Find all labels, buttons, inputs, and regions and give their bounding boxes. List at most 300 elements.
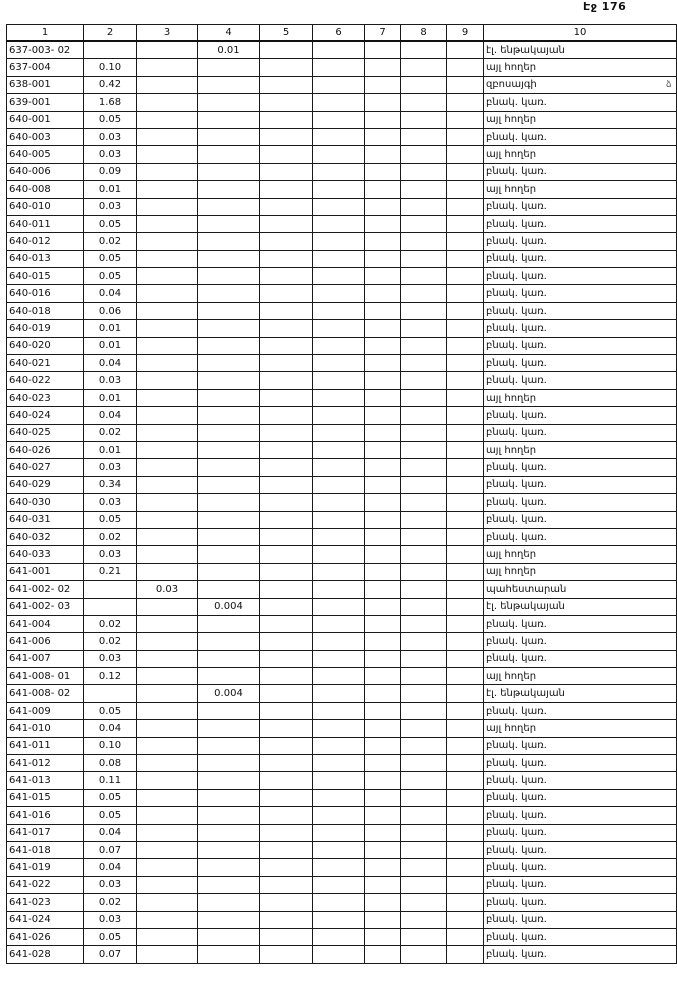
parcel-code-cell: 640-022 [7,372,84,389]
land-use-cell: բնակ. կառ. [484,372,677,389]
land-use-cell: բնակ. կառ. [484,841,677,858]
land-use-cell: բնակ. կառ. [484,615,677,632]
column-header-9: 9 [447,25,484,42]
land-use-cell: բնակ. կառ. [484,250,677,267]
col5-cell [260,633,313,650]
table-row [7,841,677,858]
col7-cell [365,476,401,493]
area-col2-cell [84,41,137,59]
col6-cell [313,59,365,76]
col5-cell [260,511,313,528]
land-use-cell: այլ հողեր [484,720,677,737]
area-col2-cell: 0.03 [84,459,137,476]
col5-cell [260,546,313,563]
area-col2-cell: 0.04 [84,824,137,841]
col7-cell [365,146,401,163]
col9-cell [447,181,484,198]
parcel-code-cell: 640-033 [7,546,84,563]
col6-cell [313,841,365,858]
col8-cell [401,94,447,111]
col8-cell [401,76,447,93]
col7-cell [365,41,401,59]
parcel-code-cell: 641-016 [7,807,84,824]
col8-cell [401,772,447,789]
land-use-cell: բնակ. կառ. [484,702,677,719]
parcel-code-cell: 641-001 [7,563,84,580]
col5-cell [260,702,313,719]
col5-cell [260,320,313,337]
area-col4-cell [198,720,260,737]
col5-cell [260,372,313,389]
col6-cell [313,181,365,198]
col9-cell [447,320,484,337]
table-row [7,650,677,667]
area-col2-cell: 0.34 [84,476,137,493]
area-col2-cell: 0.05 [84,807,137,824]
area-col3-cell [137,181,198,198]
area-col4-cell [198,76,260,93]
parcel-code-cell: 641-004 [7,615,84,632]
area-col3-cell [137,476,198,493]
area-col4-cell [198,233,260,250]
col8-cell [401,372,447,389]
area-col4-cell [198,59,260,76]
col8-cell [401,285,447,302]
col6-cell [313,563,365,580]
column-header-6: 6 [313,25,365,42]
col5-cell [260,76,313,93]
col5-cell [260,946,313,963]
area-col3-cell [137,702,198,719]
col6-cell [313,302,365,319]
table-row [7,598,677,615]
col9-cell [447,250,484,267]
table-row [7,511,677,528]
col8-cell [401,476,447,493]
col6-cell [313,720,365,737]
area-col3-cell [137,633,198,650]
col8-cell [401,946,447,963]
column-header-3: 3 [137,25,198,42]
col7-cell [365,250,401,267]
col8-cell [401,894,447,911]
area-col4-cell [198,581,260,598]
col9-cell [447,633,484,650]
col5-cell [260,198,313,215]
area-col2-cell: 0.04 [84,859,137,876]
land-use-cell: բնակ. կառ. [484,755,677,772]
col7-cell [365,546,401,563]
parcel-code-cell: 641-002- 02 [7,581,84,598]
col5-cell [260,615,313,632]
land-use-cell: այլ հողեր [484,111,677,128]
col9-cell [447,928,484,945]
margin-mark: ձ [666,80,672,90]
col6-cell [313,355,365,372]
col6-cell [313,424,365,441]
area-col3-cell [137,824,198,841]
col6-cell [313,111,365,128]
col5-cell [260,737,313,754]
table-row [7,528,677,545]
col7-cell [365,702,401,719]
col9-cell [447,407,484,424]
col9-cell [447,789,484,806]
col5-cell [260,528,313,545]
col8-cell [401,807,447,824]
parcel-code-cell: 640-008 [7,181,84,198]
parcel-code-cell: 641-011 [7,737,84,754]
area-col4-cell [198,876,260,893]
land-use-cell: բնակ. կառ. [484,215,677,232]
col7-cell [365,894,401,911]
col5-cell [260,459,313,476]
col6-cell [313,737,365,754]
col5-cell [260,476,313,493]
col6-cell [313,337,365,354]
area-col3-cell [137,59,198,76]
parcel-code-cell: 637-004 [7,59,84,76]
area-col3-cell [137,76,198,93]
area-col2-cell: 0.03 [84,876,137,893]
col6-cell [313,459,365,476]
col9-cell [447,198,484,215]
col7-cell [365,650,401,667]
col9-cell [447,41,484,59]
area-col3-cell [137,894,198,911]
column-header-2: 2 [84,25,137,42]
area-col4-cell [198,424,260,441]
land-use-cell: բնակ. կառ. [484,355,677,372]
col9-cell [447,772,484,789]
col5-cell [260,720,313,737]
table-row [7,59,677,76]
parcel-code-cell: 641-009 [7,702,84,719]
area-col2-cell: 0.04 [84,720,137,737]
area-col4-cell [198,302,260,319]
land-use-cell: բնակ. կառ. [484,946,677,963]
area-col4-cell: 0.004 [198,598,260,615]
table-row [7,337,677,354]
table-row [7,94,677,111]
col5-cell [260,233,313,250]
parcel-code-cell: 641-023 [7,894,84,911]
col7-cell [365,407,401,424]
land-use-cell: այլ հողեր [484,668,677,685]
table-row [7,720,677,737]
col7-cell [365,320,401,337]
area-col3-cell [137,615,198,632]
col6-cell [313,128,365,145]
col7-cell [365,389,401,406]
area-col4-cell: 0.004 [198,685,260,702]
col6-cell [313,528,365,545]
area-col2-cell [84,685,137,702]
area-col4-cell [198,476,260,493]
parcel-code-cell: 641-012 [7,755,84,772]
col7-cell [365,268,401,285]
table-row [7,789,677,806]
area-col2-cell: 0.03 [84,650,137,667]
area-col3-cell [137,720,198,737]
area-col4-cell [198,181,260,198]
area-col2-cell: 0.05 [84,215,137,232]
col9-cell [447,128,484,145]
table-row [7,233,677,250]
land-use-cell: բնակ. կառ. [484,268,677,285]
parcel-code-cell: 640-005 [7,146,84,163]
land-use-cell: զբոսայգի [484,76,677,93]
land-use-cell: այլ հողեր [484,181,677,198]
area-col3-cell [137,389,198,406]
table-row [7,76,677,93]
area-col3-cell [137,215,198,232]
parcel-code-cell: 641-010 [7,720,84,737]
col9-cell [447,511,484,528]
table-row [7,476,677,493]
table-row [7,181,677,198]
col7-cell [365,841,401,858]
land-use-cell: այլ հողեր [484,59,677,76]
table-row [7,807,677,824]
col8-cell [401,250,447,267]
col7-cell [365,789,401,806]
col8-cell [401,650,447,667]
parcel-code-cell: 641-007 [7,650,84,667]
area-col2-cell: 0.03 [84,128,137,145]
col7-cell [365,302,401,319]
col6-cell [313,94,365,111]
area-col3-cell [137,668,198,685]
col9-cell [447,581,484,598]
parcel-code-cell: 638-001 [7,76,84,93]
area-col2-cell: 0.05 [84,268,137,285]
area-col4-cell [198,215,260,232]
col9-cell [447,111,484,128]
col8-cell [401,511,447,528]
col6-cell [313,546,365,563]
table-row [7,824,677,841]
col6-cell [313,494,365,511]
land-use-cell: բնակ. կառ. [484,876,677,893]
col6-cell [313,407,365,424]
col7-cell [365,598,401,615]
table-row [7,737,677,754]
col6-cell [313,268,365,285]
land-use-cell: բնակ. կառ. [484,163,677,180]
col8-cell [401,841,447,858]
col5-cell [260,894,313,911]
col6-cell [313,41,365,59]
col5-cell [260,441,313,458]
col6-cell [313,876,365,893]
col9-cell [447,946,484,963]
area-col4-cell [198,441,260,458]
area-col3-cell [137,268,198,285]
area-col3-cell: 0.03 [137,581,198,598]
area-col3-cell [137,459,198,476]
table-header [7,25,677,42]
table-row [7,581,677,598]
col6-cell [313,911,365,928]
col5-cell [260,163,313,180]
col6-cell [313,598,365,615]
col6-cell [313,163,365,180]
area-col3-cell [137,841,198,858]
area-col4-cell [198,772,260,789]
area-col2-cell: 0.03 [84,372,137,389]
table-row [7,407,677,424]
col8-cell [401,198,447,215]
col6-cell [313,581,365,598]
header-row [7,25,677,42]
col7-cell [365,633,401,650]
col8-cell [401,389,447,406]
area-col2-cell: 0.10 [84,737,137,754]
parcel-code-cell: 640-016 [7,285,84,302]
parcel-code-cell: 641-008- 01 [7,668,84,685]
col8-cell [401,111,447,128]
area-col4-cell [198,528,260,545]
col8-cell [401,355,447,372]
col6-cell [313,650,365,667]
table-row [7,285,677,302]
area-col2-cell: 0.05 [84,702,137,719]
table-row [7,389,677,406]
col9-cell [447,876,484,893]
col8-cell [401,59,447,76]
area-col2-cell: 0.01 [84,320,137,337]
col8-cell [401,615,447,632]
col7-cell [365,459,401,476]
col7-cell [365,372,401,389]
col9-cell [447,528,484,545]
parcel-code-cell: 641-028 [7,946,84,963]
col8-cell [401,528,447,545]
col5-cell [260,668,313,685]
area-col2-cell: 0.11 [84,772,137,789]
area-col3-cell [137,911,198,928]
col7-cell [365,128,401,145]
land-use-cell: պահեստարան [484,581,677,598]
col6-cell [313,285,365,302]
col9-cell [447,859,484,876]
area-col3-cell [137,233,198,250]
col6-cell [313,772,365,789]
area-col3-cell [137,859,198,876]
land-use-cell: բնակ. կառ. [484,337,677,354]
col5-cell [260,215,313,232]
col9-cell [447,441,484,458]
col7-cell [365,946,401,963]
col5-cell [260,285,313,302]
col8-cell [401,876,447,893]
col8-cell [401,720,447,737]
parcel-code-cell: 640-030 [7,494,84,511]
area-col3-cell [137,41,198,59]
land-use-cell: այլ հողեր [484,389,677,406]
area-col3-cell [137,302,198,319]
area-col2-cell: 0.04 [84,285,137,302]
area-col3-cell [137,320,198,337]
col5-cell [260,389,313,406]
area-col4-cell [198,668,260,685]
area-col2-cell: 0.05 [84,111,137,128]
parcel-code-cell: 640-012 [7,233,84,250]
area-col3-cell [137,946,198,963]
table-row [7,876,677,893]
col8-cell [401,581,447,598]
col9-cell [447,702,484,719]
land-use-cell: բնակ. կառ. [484,494,677,511]
area-col4-cell [198,320,260,337]
col6-cell [313,476,365,493]
area-col4-cell [198,389,260,406]
parcel-code-cell: 640-018 [7,302,84,319]
col6-cell [313,441,365,458]
table-row [7,615,677,632]
col6-cell [313,668,365,685]
col5-cell [260,302,313,319]
col9-cell [447,476,484,493]
col8-cell [401,598,447,615]
col6-cell [313,807,365,824]
column-header-7: 7 [365,25,401,42]
area-col2-cell [84,581,137,598]
area-col3-cell [137,737,198,754]
parcel-code-cell: 641-018 [7,841,84,858]
land-use-cell: բնակ. կառ. [484,476,677,493]
table-row [7,424,677,441]
area-col2-cell: 0.02 [84,633,137,650]
col9-cell [447,911,484,928]
area-col4-cell [198,146,260,163]
area-col3-cell [137,198,198,215]
table-row [7,198,677,215]
col5-cell [260,128,313,145]
col7-cell [365,824,401,841]
area-col2-cell: 0.12 [84,668,137,685]
area-col2-cell: 0.03 [84,546,137,563]
table-row [7,755,677,772]
col6-cell [313,76,365,93]
col8-cell [401,268,447,285]
table-row [7,563,677,580]
land-use-cell: այլ հողեր [484,563,677,580]
col5-cell [260,94,313,111]
land-use-cell: բնակ. կառ. [484,859,677,876]
parcel-code-cell: 640-032 [7,528,84,545]
col7-cell [365,111,401,128]
col5-cell [260,59,313,76]
land-use-cell: բնակ. կառ. [484,894,677,911]
col9-cell [447,494,484,511]
area-col2-cell: 0.03 [84,146,137,163]
area-col3-cell [137,337,198,354]
col9-cell [447,841,484,858]
col9-cell [447,668,484,685]
land-use-cell: բնակ. կառ. [484,424,677,441]
area-col3-cell [137,111,198,128]
col9-cell [447,76,484,93]
table-row [7,372,677,389]
col5-cell [260,146,313,163]
col7-cell [365,424,401,441]
area-col2-cell: 0.05 [84,789,137,806]
area-col2-cell: 0.01 [84,441,137,458]
col5-cell [260,876,313,893]
area-col2-cell: 0.05 [84,928,137,945]
